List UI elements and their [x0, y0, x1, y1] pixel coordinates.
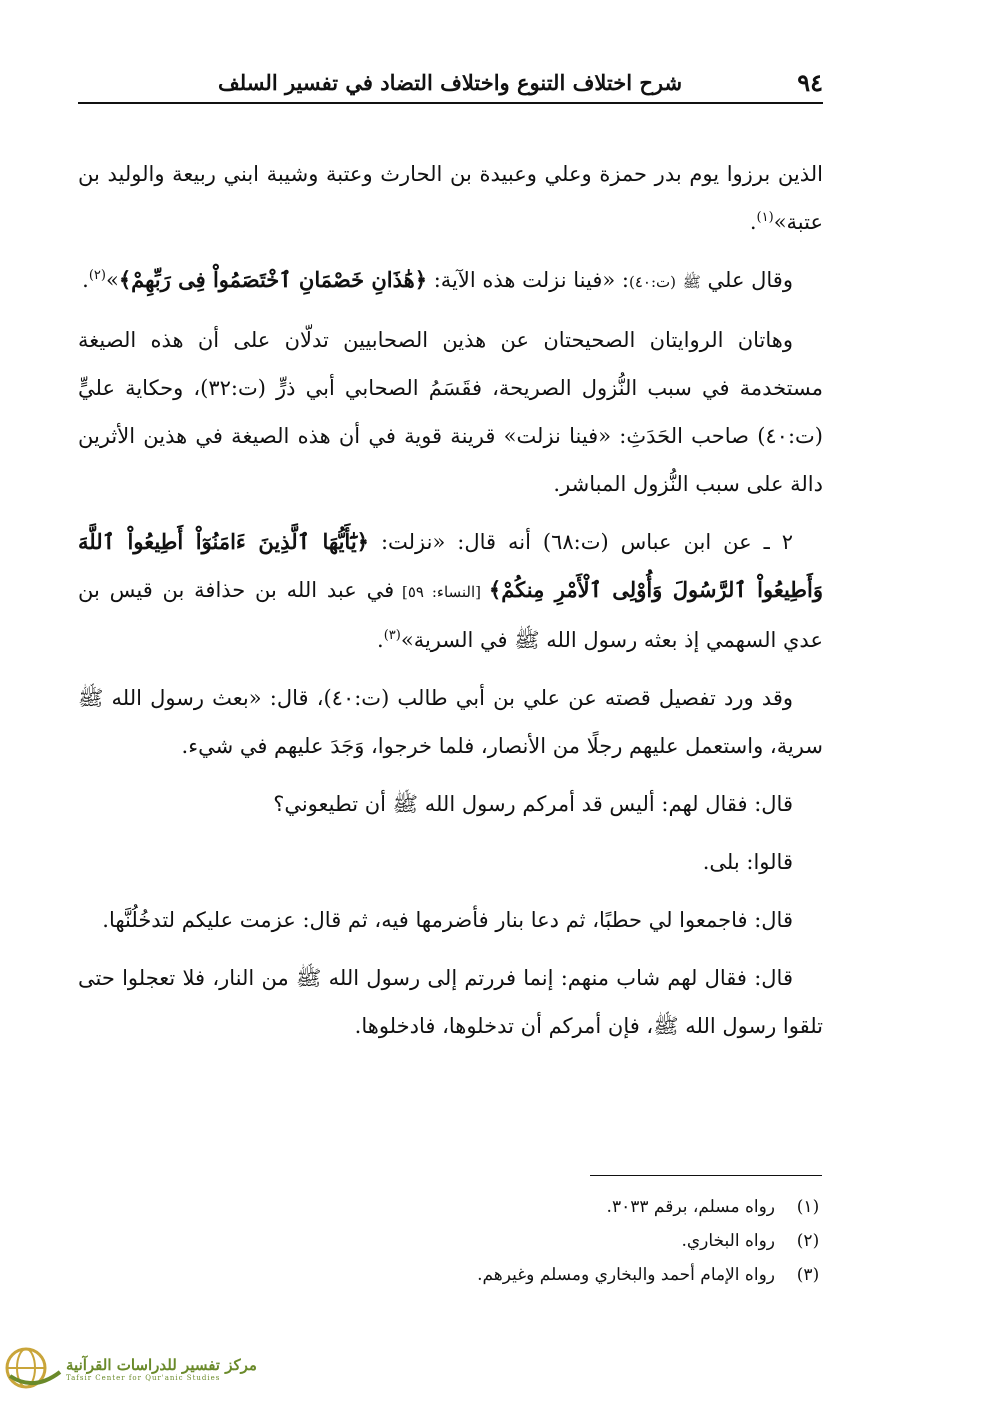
- footnote-ref-3[interactable]: (٣): [383, 628, 401, 643]
- paragraph-3: وهاتان الروايتان الصحيحتان عن هذين الصحابيين تدلّان على أن هذه الصيغة مستخدمة في سبب النُّزول الصريحة، فقَسَمُ الصحابي أبي ذرٍّ (ت:٣٢)، وحكاية عليٍّ (ت:٤٠) صاحب الحَدَثِ: «فينا نزلت» قرينة قوية في أن هذه الصيغة في هذين الأثرين دالة على سبب النُّزول المباشر.: [78, 328, 823, 496]
- honorific: ﷺ: [682, 273, 701, 291]
- paragraph-5: وقد ورد تفصيل قصته عن علي بن أبي طالب (ت:٤٠)، قال: «بعث رسول الله ﷺ سرية، واستعمل عليهم رجلًا من الأنصار، فلما خرجوا، وَجَدَ عليهم في شيء.: [78, 686, 823, 758]
- globe-logo-icon: [4, 1346, 62, 1392]
- paragraph-2: وقال علي ﷺ (ت:٤٠): «فينا نزلت هذه الآية: ﴿هَٰذَانِ خَصْمَانِ ٱخْتَصَمُواْ فِى رَبِّهِمْ﴾»$^{(٢)}$.: [82, 267, 793, 292]
- paragraph-7: قالوا: بلى.: [702, 850, 793, 874]
- paragraph-1: الذين برزوا يوم بدر حمزة وعلي وعبيدة بن الحارث وعتبة وشيبة ابني ربيعة والوليد بن عتبة»$^{(١)}$.: [78, 162, 823, 234]
- paragraph-4: ٢ ـ عن ابن عباس (ت:٦٨) أنه قال: «نزلت: ﴿يَٰٓأَيُّهَا ٱلَّذِينَ ءَامَنُوٓاْ أَطِيعُواْ ٱللَّهَ وَأَطِيعُواْ ٱلرَّسُولَ وَأُوْلِى ٱلْأَمْرِ مِنكُمْ﴾ [النساء: ٥٩] في عبد الله بن حذافة بن قيس بن عدي السهمي إذ بعثه رسول الله ﷺ في السرية»$^{(٣)}$.: [78, 529, 823, 652]
- footnote-ref-1[interactable]: (١): [756, 210, 774, 225]
- footnote-item: (١) رواه مسلم، برقم ٣٠٣٣.: [606, 1197, 820, 1217]
- tafsir-center-logo: [4, 1346, 266, 1392]
- footnote-item: (٣) رواه الإمام أحمد والبخاري ومسلم وغيرهم.: [477, 1265, 820, 1285]
- death-date: (ت:٤٠): [628, 273, 676, 291]
- logo-arabic-text: مركز تفسير للدراسات القرآنية: [66, 1356, 257, 1374]
- footnote-item: (٢) رواه البخاري.: [681, 1231, 820, 1251]
- quran-verse: ﴿هَٰذَانِ خَصْمَانِ ٱخْتَصَمُواْ فِى رَبِّهِمْ﴾: [118, 267, 428, 292]
- quran-verse: ﴿يَٰٓأَيُّهَا ٱلَّذِينَ ءَامَنُوٓاْ أَطِيعُواْ ٱللَّهَ وَأَطِيعُواْ ٱلرَّسُولَ وَأُوْلِى ٱلْأَمْرِ مِنكُمْ﴾: [78, 529, 823, 602]
- logo-english-text: Tafsir Center for Qur'anic Studies: [66, 1374, 221, 1382]
- running-title: شرح اختلاف التنوع واختلاف التضاد في تفسير السلف: [218, 69, 683, 95]
- paragraph-6: قال: فقال لهم: أليس قد أمركم رسول الله ﷺ أن تطيعوني؟: [273, 792, 793, 816]
- footnotes: [78, 1190, 823, 1292]
- paragraph-8: قال: فاجمعوا لي حطبًا، ثم دعا بنار فأضرمها فيه، ثم قال: عزمت عليكم لتدخُلُنَّها.: [102, 908, 793, 932]
- main-text: [78, 150, 823, 1060]
- verse-source: [النساء: ٥٩]: [394, 583, 489, 601]
- footnote-ref-2[interactable]: (٢): [88, 268, 106, 283]
- page-number: ٩٤: [797, 67, 823, 97]
- page-header: [78, 62, 823, 104]
- footnote-divider: [590, 1175, 822, 1176]
- paragraph-9: قال: فقال لهم شاب منهم: إنما فررتم إلى رسول الله ﷺ من النار، فلا تعجلوا حتى تلقوا رسول الله ﷺ، فإن أمركم أن تدخلوها، فادخلوها.: [78, 966, 823, 1038]
